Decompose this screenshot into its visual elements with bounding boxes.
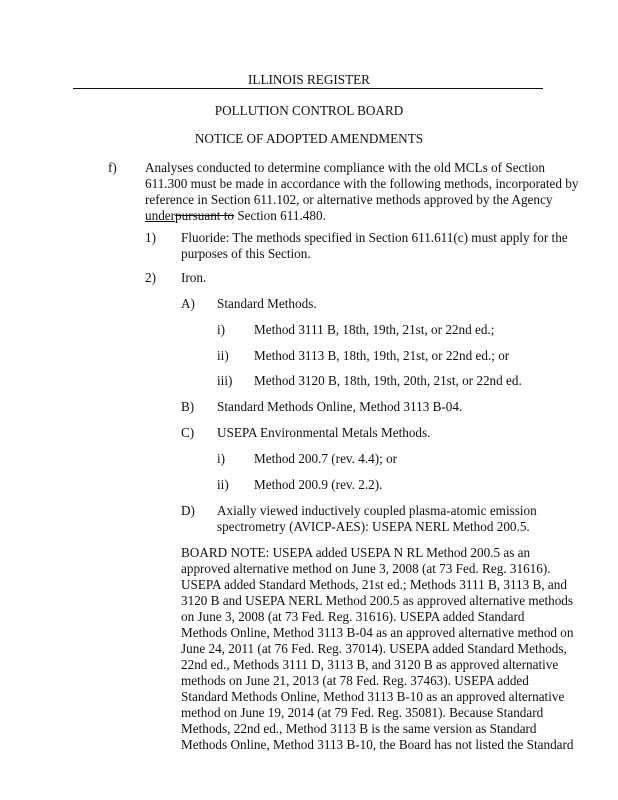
board-note-line: USEPA added Standard Methods, 21st ed.; Methods 3111 B, 3113 B, and	[181, 577, 567, 592]
item-2a-i-label: i)	[217, 322, 226, 337]
item-2-text: Iron.	[181, 270, 207, 285]
section-f-line-2: 611.300 must be made in accordance with the following methods, incorporated by	[145, 176, 579, 191]
register-title: ILLINOIS REGISTER	[248, 72, 370, 87]
item-1-line-2: purposes of this Section.	[181, 246, 311, 261]
item-2a-label: A)	[181, 296, 195, 311]
board-title: POLLUTION CONTROL BOARD	[214, 103, 404, 118]
item-2a-iii-label: iii)	[217, 373, 233, 388]
item-2b-label: B)	[181, 399, 195, 414]
board-note-line: Methods, 22nd ed., Method 3113 B is the same version as Standard	[181, 721, 537, 736]
board-note-line: Methods Online, Method 3113 B-04 as an approved alternative method on	[181, 625, 574, 640]
item-2c-i-text: Method 200.7 (rev. 4.4); or	[254, 451, 398, 466]
item-1-label: 1)	[145, 230, 156, 245]
section-f-line-1: Analyses conducted to determine compliance with the old MCLs of Section	[145, 160, 545, 175]
deleted-text: pursuant to	[175, 208, 235, 223]
item-2a-iii-text: Method 3120 B, 18th, 19th, 20th, 21st, or 22nd ed.	[254, 373, 522, 388]
board-note-line: 22nd ed., Methods 3111 D, 3113 B, and 3120 B as approved alternative	[181, 657, 559, 672]
item-2a-ii-text: Method 3113 B, 18th, 19th, 21st, or 22nd ed.; or	[254, 348, 510, 363]
item-1-line-1: Fluoride: The methods specified in Section 611.611(c) must apply for the	[181, 230, 568, 245]
board-note-line: Standard Methods Online, Method 3113 B-10 as an approved alternative	[181, 689, 565, 704]
section-f-label: f)	[108, 160, 117, 175]
header-rule	[73, 88, 543, 89]
item-2a-ii-label: ii)	[217, 348, 229, 363]
item-2d-label: D)	[181, 503, 195, 518]
item-2a-text: Standard Methods.	[217, 296, 317, 311]
board-note-line: Methods Online, Method 3113 B-10, the Board has not listed the Standard	[181, 737, 574, 752]
inserted-text: under	[145, 208, 176, 223]
board-note-line: BOARD NOTE: USEPA added USEPA N RL Method 200.5 as an	[181, 545, 531, 560]
section-f-line-3: reference in Section 611.102, or alternative methods approved by the Agency	[145, 192, 553, 207]
item-2c-text: USEPA Environmental Metals Methods.	[217, 425, 431, 440]
item-2b-text: Standard Methods Online, Method 3113 B-04.	[217, 399, 463, 414]
item-2d-line-1: Axially viewed inductively coupled plasma-atomic emission	[217, 503, 537, 518]
board-note-line: June 24, 2011 (at 76 Fed. Reg. 37014). USEPA added Standard Methods,	[181, 641, 567, 656]
board-note-line: approved alternative method on June 3, 2008 (at 73 Fed. Reg. 31616).	[181, 561, 551, 576]
board-note-line: method on June 19, 2014 (at 79 Fed. Reg. 35081). Because Standard	[181, 705, 544, 720]
section-f-line-4-rest: Section 611.480.	[234, 208, 326, 223]
item-2c-ii-label: ii)	[217, 477, 229, 492]
item-2d-line-2: spectrometry (AVICP-AES): USEPA NERL Method 200.5.	[217, 519, 530, 534]
item-2c-ii-text: Method 200.9 (rev. 2.2).	[254, 477, 383, 492]
item-2a-i-text: Method 3111 B, 18th, 19th, 21st, or 22nd ed.;	[254, 322, 495, 337]
board-note-line: methods on June 21, 2013 (at 78 Fed. Reg. 37463). USEPA added	[181, 673, 529, 688]
notice-title: NOTICE OF ADOPTED AMENDMENTS	[194, 131, 424, 146]
item-2c-i-label: i)	[217, 451, 226, 466]
board-note-line: 3120 B and USEPA NERL Method 200.5 as approved alternative methods	[181, 593, 574, 608]
item-2c-label: C)	[181, 425, 195, 440]
item-2-label: 2)	[145, 270, 156, 285]
section-f-line-4	[145, 208, 326, 225]
board-note-line: on June 3, 2008 (at 73 Fed. Reg. 31616). USEPA added Standard	[181, 609, 525, 624]
